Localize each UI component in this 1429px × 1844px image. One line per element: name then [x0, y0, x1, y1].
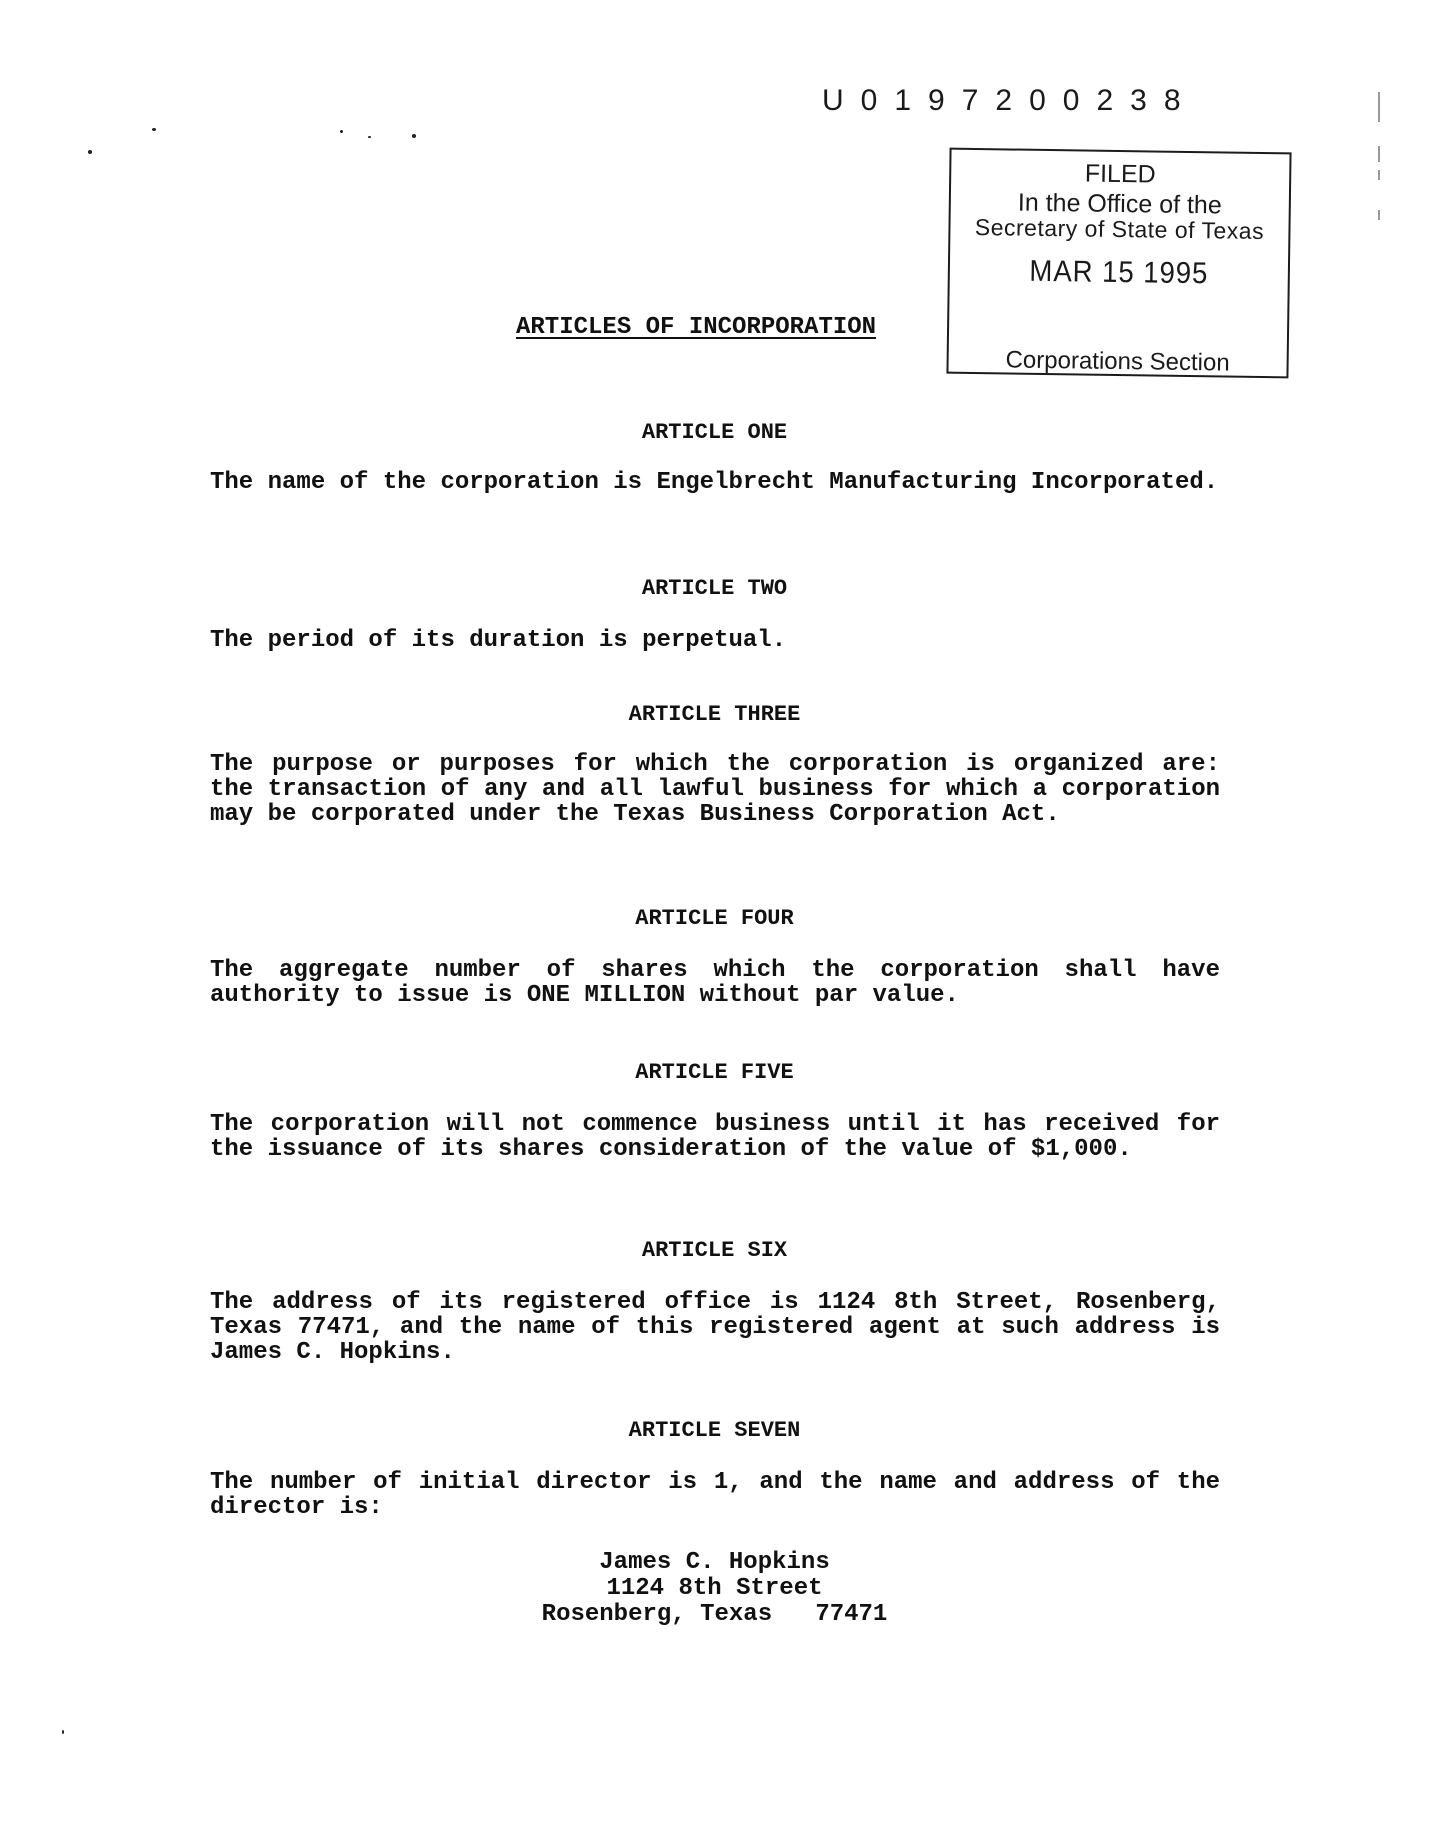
scan-edge-mark: [1378, 92, 1380, 122]
article-three-text: The purpose or purposes for which the corporation is organized are: the transaction of any and all lawful business for which a corporation may be corporated under the Texas Business Corporation Act.: [210, 751, 1220, 828]
director-address-block: [0, 1550, 1429, 1628]
stamp-date: MAR 15 1995: [1029, 254, 1209, 291]
stamp-status: FILED: [1084, 159, 1156, 189]
article-six-heading: ARTICLE SIX: [641, 1238, 788, 1263]
scan-speck: [152, 128, 156, 131]
stamp-secretary: Secretary of State of Texas: [974, 213, 1265, 245]
article-four-text: The aggregate number of shares which the corporation shall have authority to issue is ONE MILLION without par value.: [210, 957, 1220, 1009]
scan-speck: [340, 130, 343, 133]
article-seven-text: The number of initial director is 1, and the name and address of the director is:: [210, 1469, 1220, 1521]
article-five-text: The corporation will not commence business until it has received for the issuance of its shares consideration of the value of $1,000.: [210, 1111, 1220, 1163]
article-two-text: The period of its duration is perpetual.: [210, 627, 787, 654]
scan-speck: [368, 136, 371, 138]
scan-edge-mark: [1378, 210, 1380, 220]
article-three-heading: ARTICLE THREE: [628, 702, 801, 727]
scan-edge-mark: [1378, 170, 1380, 180]
director-city-state-zip: Rosenberg, Texas 77471: [541, 1601, 888, 1628]
article-six-text: The address of its registered office is 1124 8th Street, Rosenberg, Texas 77471, and the name of this registered agent at such address is James C. Hopkins.: [210, 1289, 1220, 1366]
director-name: James C. Hopkins: [599, 1549, 830, 1576]
director-street: 1124 8th Street: [606, 1575, 823, 1602]
document-title: ARTICLES OF INCORPORATION: [516, 314, 877, 341]
article-seven-heading: ARTICLE SEVEN: [628, 1418, 801, 1443]
stamp-office: In the Office of the: [1017, 188, 1222, 220]
article-one-text: The name of the corporation is Engelbrecht Manufacturing Incorporated.: [210, 469, 1219, 496]
article-four-heading: ARTICLE FOUR: [635, 906, 794, 931]
scan-speck: [62, 1730, 64, 1734]
article-one-heading: ARTICLE ONE: [641, 420, 788, 445]
article-five-heading: ARTICLE FIVE: [635, 1060, 794, 1085]
scan-speck: [88, 150, 92, 154]
stamp-section: Corporations Section: [1005, 346, 1230, 377]
filed-stamp: [946, 148, 1291, 379]
article-two-heading: ARTICLE TWO: [641, 576, 788, 601]
filing-number: U0197200238: [822, 84, 1198, 117]
scan-edge-mark: [1378, 146, 1380, 162]
scan-speck: [412, 134, 416, 138]
